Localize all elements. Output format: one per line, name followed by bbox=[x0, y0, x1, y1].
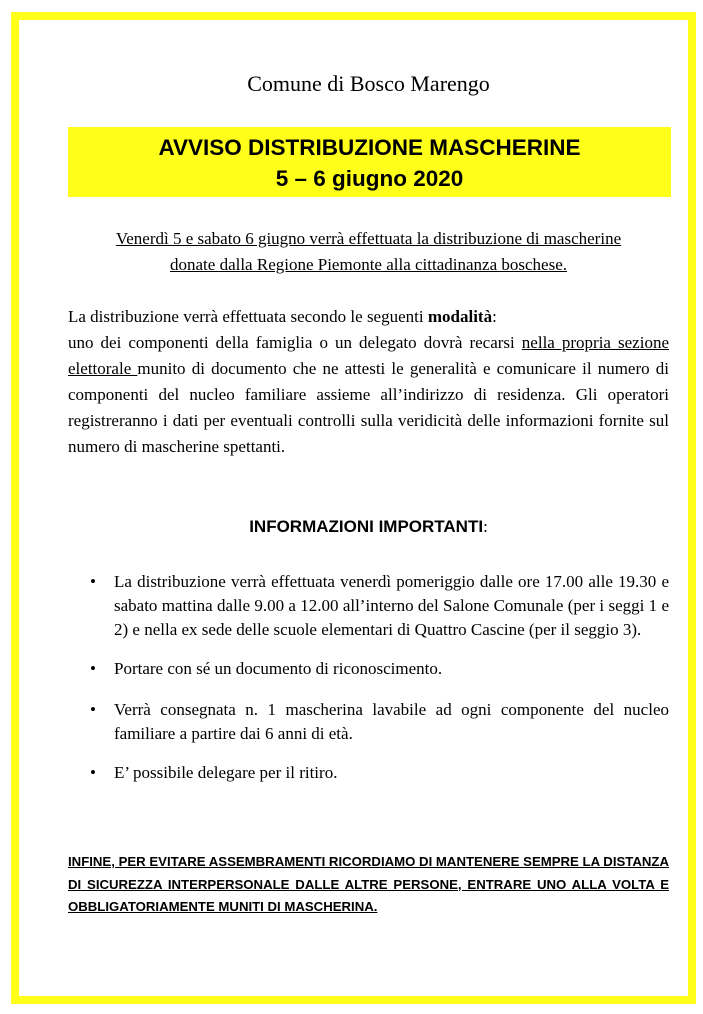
notice-date: 5 – 6 giugno 2020 bbox=[275, 166, 464, 191]
method-lead-colon: : bbox=[492, 307, 497, 326]
page-border bbox=[11, 12, 696, 1004]
list-item: • Verrà consegnata n. 1 mascherina lavabile ad ogni componente del nucleo familiare a partire dai 6 anni di età. bbox=[68, 698, 669, 746]
important-info-heading bbox=[68, 517, 669, 537]
notice-title: AVVISO DISTRIBUZIONE MASCHERINE bbox=[158, 135, 581, 160]
method-body-underlined: nella propria sezione elettorale bbox=[68, 333, 669, 378]
intro-line-2: donate dalla Regione Piemonte alla cittadinanza boschese. bbox=[170, 255, 567, 274]
closing-notice: INFINE, PER EVITARE ASSEMBRAMENTI RICORDIAMO DI MANTENERE SEMPRE LA DISTANZA DI SICUREZZA INTERPERSONALE DALLE ALTRE PERSONE, ENTRARE UNO ALLA VOLTA E OBBLIGATORIAMENTE MUNITI DI MASCHERINA. bbox=[68, 854, 669, 914]
important-info-colon: : bbox=[483, 517, 488, 536]
municipality-name: Comune di Bosco Marengo bbox=[247, 71, 490, 96]
method-lead-text: La distribuzione verrà effettuata secondo le seguenti bbox=[68, 307, 428, 326]
method-lead-bold: modalità bbox=[427, 307, 493, 326]
title-banner bbox=[68, 127, 671, 197]
list-item: • La distribuzione verrà effettuata venerdì pomeriggio dalle ore 17.00 alle 19.30 e sabato mattina dalle 9.00 a 12.00 all’interno del Salone Comunale (per i seggi 1 e 2) e nella ex sede delle scuole elementari di Quattro Cascine (per il seggio 3). bbox=[68, 570, 669, 642]
list-item: • Portare con sé un documento di riconoscimento. bbox=[68, 657, 669, 681]
important-info-title: INFORMAZIONI IMPORTANTI bbox=[249, 517, 484, 536]
list-item: • E’ possibile delegare per il ritiro. bbox=[68, 761, 669, 785]
method-lead bbox=[68, 304, 669, 330]
method-body-start: uno dei componenti della famiglia o un delegato dovrà recarsi bbox=[68, 333, 522, 352]
important-info-list bbox=[68, 570, 669, 785]
intro-line-1: Venerdì 5 e sabato 6 giugno verrà effettuata la distribuzione di mascherine bbox=[115, 229, 622, 248]
distribution-method bbox=[68, 304, 669, 460]
method-body-end: munito di documento che ne attesti le generalità e comunicare il numero di componenti del nucleo familiare assieme all’indirizzo di residenza. Gli operatori registreranno i dati per eventuali controlli sulla veridicità delle informazioni fornite sul numero di mascherine spettanti. bbox=[68, 359, 669, 456]
intro-paragraph bbox=[68, 226, 669, 278]
method-body bbox=[68, 330, 669, 460]
